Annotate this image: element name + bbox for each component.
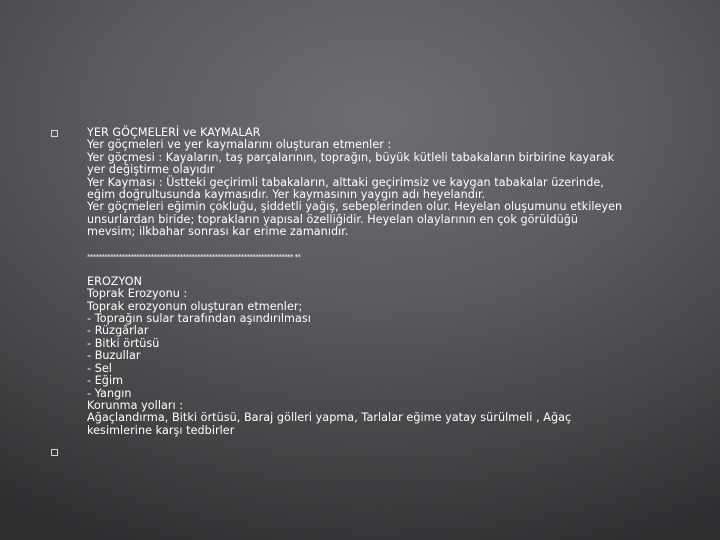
- text-line: Yer göçmeleri eğimin çokluğu, şiddetli yağış, sebeplerinden olur. Heyelan oluşumunu etkileyen: [87, 200, 623, 214]
- text-line: Toprak Erozyonu :: [87, 287, 188, 301]
- slide-body-text: [87, 127, 687, 437]
- text-line: Yer göçmesi : Kayaların, taş parçalarının, toprağın, büyük kütleli tabakaların birbirine kayarak: [87, 150, 615, 164]
- heading-erozyon: EROZYON: [87, 274, 143, 288]
- text-line: Yer göçmeleri ve yer kaymalarını oluşturan etmenler :: [87, 138, 392, 152]
- list-item: - Yangın: [87, 386, 132, 400]
- bullet-icon: [51, 130, 58, 137]
- text-line: unsurlardan biride; toprakların yapısal özelliğidir. Heyelan olaylarının en çok görüldüğü: [87, 212, 579, 226]
- list-item: - Eğim: [87, 374, 124, 388]
- text-line: yer değiştirme olayıdır: [87, 163, 215, 177]
- list-item: - Rüzgârlar: [87, 324, 149, 338]
- list-item: - Toprağın sular tarafından aşındırılması: [87, 312, 311, 326]
- spacer: [87, 239, 687, 251]
- list-item: - Buzullar: [87, 349, 141, 363]
- asterisk-separator: *********************************************************************** **: [87, 253, 301, 262]
- text-line: kesimlerine karşı tedbirler: [87, 423, 235, 437]
- list-item: - Bitki örtüsü: [87, 336, 160, 350]
- list-item: - Sel: [87, 361, 112, 375]
- text-line: Toprak erozyonun oluşturan etmenler;: [87, 299, 303, 313]
- text-line: Korunma yolları :: [87, 398, 184, 412]
- spacer: [87, 263, 687, 275]
- text-line: eğim doğrultusunda kaymasıdır. Yer kaymasının yaygın adı heyelandır.: [87, 188, 486, 202]
- text-line: mevsim; ilkbahar sonrası kar erime zamanıdır.: [87, 225, 349, 239]
- text-line: Ağaçlandırma, Bitki örtüsü, Baraj gölleri yapma, Tarlalar eğime yatay sürülmeli , Ağaç: [87, 411, 572, 425]
- bullet-icon: [51, 449, 58, 456]
- heading-yer-gocmeleri: YER GÖÇMELERİ ve KAYMALAR: [87, 126, 261, 139]
- text-line: Yer Kayması : Üstteki geçirimli tabakaların, alttaki geçirimsiz ve kaygan tabakalar üzerinde,: [87, 175, 604, 189]
